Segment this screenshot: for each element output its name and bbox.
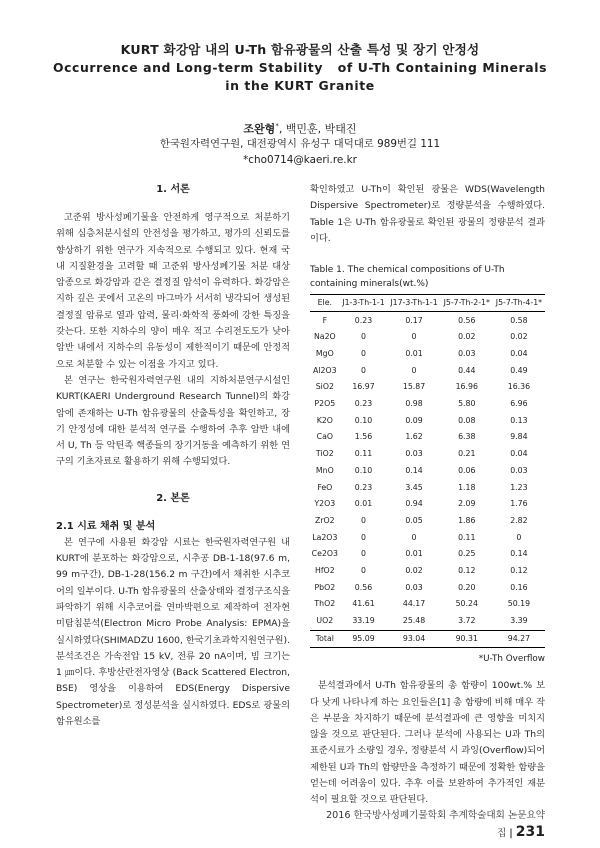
author-mark: *: [275, 122, 279, 130]
header-cell: Ele.: [310, 295, 340, 312]
results-paragraph: 분석결과에서 U-Th 함유광물의 총 함량이 100wt.% 보다 낮게 나타나게 하는 요인들은[1] 총 함량에 비해 매우 작은 부분을 차지하기 때문에 분석결과에 큰 영향을 미치지 않을 것으로 판단된다. 그러나 분석에 사용되는 U과 Th의 표준시료가 소량일 경우, 정량분석 시 과잉(Overflow)되어 제한된 U과 Th의 함량만을 측정하기 때문에 정확한 함량을 얻는데 어려움이 있다. 추후 이를 보완하여 추가적인 재분석이 필요할 것으로 판단된다.: [310, 680, 545, 806]
value-cell: 0: [411, 332, 417, 342]
value-cell: 0.56: [354, 582, 373, 592]
footer-divider: |: [509, 828, 513, 839]
value-cell: 0.09: [405, 415, 423, 425]
element-cell: ZrO2: [314, 515, 335, 525]
value-cell: 0.49: [510, 365, 528, 375]
table-row: [310, 329, 545, 346]
value-cell: 6.96: [510, 399, 528, 409]
element-cell: UO2: [316, 616, 334, 626]
table-row: [310, 396, 545, 413]
intro-paragraph-2: 본 연구는 한국원자력연구원 내의 지하처분연구시설인 KURT(KAERI Underground Research Tunnel)의 화강암에 존재하는 U-Th 함유광물의 산출특성을 확인하고, 장기 안정성에 대한 분석적 연구를 수행하여 추후 암반 내에서 U, Th 등 악틴족 핵종들의 장기거동을 예측하기 위한 연구의 기초자료로 활용하기 위해 수행되었다.: [56, 374, 290, 468]
value-cell: 0.11: [354, 449, 373, 459]
value-cell: 0: [516, 532, 522, 542]
element-cell: CaO: [316, 432, 333, 442]
total-label-cell: Total: [310, 630, 340, 648]
element-cell: F: [322, 315, 328, 325]
value-cell: 50.19: [507, 599, 531, 609]
email: *cho0714@kaeri.re.kr: [243, 154, 357, 166]
value-cell: 0: [361, 349, 366, 359]
table-row: [310, 363, 545, 380]
value-cell: 33.19: [352, 616, 375, 626]
value-cell: 44.17: [402, 599, 426, 609]
value-cell: 16.97: [352, 382, 375, 392]
value-cell: 0.23: [354, 482, 373, 492]
value-cell: 50.24: [455, 599, 478, 609]
element-cell: La2O3: [312, 532, 338, 542]
table-caption: Table 1. The chemical compositions of U-Th containing minerals(wt.%): [310, 265, 505, 290]
value-cell: 41.61: [352, 599, 375, 609]
element-cell: K2O: [316, 415, 333, 425]
section-1-title: 1. 서론: [156, 184, 190, 195]
value-cell: 1.62: [405, 432, 423, 442]
title-korean: KURT 화강암 내의 U-Th 함유광물의 산출 특성 및 장기 안정성: [120, 42, 480, 57]
element-cell: SiO2: [315, 382, 334, 392]
co-authors: , 백민훈, 박태진: [278, 122, 357, 136]
value-cell: 25.48: [402, 616, 426, 626]
element-cell: FeO: [317, 482, 333, 492]
value-cell: 15.87: [402, 382, 426, 392]
table-row: [310, 496, 545, 513]
value-cell: 0.02: [458, 332, 476, 342]
value-cell: 1.56: [354, 432, 373, 442]
value-cell: 0.04: [510, 449, 528, 459]
value-cell: 0: [411, 365, 417, 375]
value-cell: 16.96: [455, 382, 478, 392]
value-cell: 1.86: [458, 515, 476, 525]
value-cell: 0.03: [405, 449, 423, 459]
header-cell: J5-7-Th-4-1*: [493, 295, 545, 312]
subsection-2-1-title: 2.1 시료 채취 및 분석: [56, 520, 156, 532]
value-cell: 0.04: [510, 349, 528, 359]
value-cell: 0: [411, 532, 417, 542]
table-row: [310, 529, 545, 546]
value-cell: 9.84: [510, 432, 528, 442]
total-value-cell: 94.27: [493, 630, 545, 648]
value-cell: 0.17: [405, 315, 423, 325]
value-cell: 0.02: [510, 332, 528, 342]
value-cell: 0.14: [510, 549, 528, 559]
value-cell: 0.56: [458, 315, 476, 325]
value-cell: 0.25: [458, 549, 476, 559]
element-cell: PbO2: [314, 582, 336, 592]
value-cell: 0.23: [354, 399, 373, 409]
value-cell: 0.02: [405, 565, 423, 575]
composition-table: [310, 294, 545, 648]
page-footer: [310, 808, 545, 842]
title-english-line-1: Occurrence and Long-term Stability of U-Th Containing Minerals: [52, 60, 548, 75]
total-value-cell: 93.04: [387, 630, 440, 648]
table-row: [310, 479, 545, 496]
table-total-row: [310, 630, 545, 648]
right-column: [310, 182, 545, 809]
table-row: [310, 379, 545, 396]
value-cell: 0.98: [405, 399, 423, 409]
value-cell: 0.01: [354, 499, 373, 509]
value-cell: 0.06: [458, 465, 476, 475]
value-cell: 0.11: [458, 532, 476, 542]
value-cell: 1.76: [510, 499, 528, 509]
element-cell: Ce2O3: [311, 549, 338, 559]
value-cell: 2.82: [510, 515, 528, 525]
title-english-line-2: in the KURT Granite: [225, 78, 375, 93]
table-footnote: *U-Th Overflow: [478, 654, 545, 665]
value-cell: 0.13: [510, 415, 528, 425]
value-cell: 0.01: [405, 349, 423, 359]
value-cell: 0: [361, 332, 366, 342]
value-cell: 0.94: [405, 499, 423, 509]
element-cell: Na2O: [313, 332, 336, 342]
value-cell: 0.44: [458, 365, 476, 375]
value-cell: 0.12: [510, 565, 528, 575]
value-cell: 0.03: [458, 349, 476, 359]
section-2-title: 2. 본론: [156, 492, 190, 504]
value-cell: 3.45: [405, 482, 423, 492]
main-author: 조완형: [243, 122, 276, 136]
element-cell: Al2O3: [313, 365, 337, 375]
element-cell: TiO2: [315, 449, 334, 459]
value-cell: 0.58: [510, 315, 528, 325]
value-cell: 0: [361, 549, 366, 559]
value-cell: 0: [361, 565, 366, 575]
table-row: [310, 596, 545, 613]
element-cell: P2O5: [314, 399, 336, 409]
element-cell: ThO2: [314, 599, 336, 609]
value-cell: 3.72: [458, 616, 476, 626]
value-cell: 2.09: [458, 499, 476, 509]
value-cell: 3.39: [510, 616, 528, 626]
table-row: [310, 429, 545, 446]
value-cell: 0.01: [405, 549, 423, 559]
value-cell: 1.18: [458, 482, 476, 492]
value-cell: 16.36: [507, 382, 531, 392]
value-cell: 0.10: [354, 415, 373, 425]
value-cell: 0.03: [510, 465, 528, 475]
intro-paragraph-1: 고준위 방사성폐기물을 안전하게 영구적으로 처분하기 위해 심층처분시설의 안전성을 평가하고, 평가의 신뢰도를 향상하기 위한 연구가 지속적으로 수행되고 있다. 현재 국내 지질환경을 고려할 때 고준위 방사성폐기물 처분 대상 암종으로 화강암과 같은 결정질 암석이 유력하다. 화강암은 지하 깊은 곳에서 고온의 마그마가 서서히 냉각되어 생성된 결정질 암류로 열과 압력, 물리·화학적 풍화에 강한 특징을 갖는다. 또한 지하수의 양이 매우 적고 수리전도도가 낮아 암반 내에서 지하수의 유동성이 제한적이기 때문에 안정적으로 처분할 수 있는 이점을 가지고 있다.: [56, 212, 290, 370]
table-header-row: [310, 295, 545, 312]
left-column: [56, 182, 290, 730]
value-cell: 0.05: [405, 515, 423, 525]
header-cell: J5-7-Th-2-1*: [441, 295, 493, 312]
value-cell: 5.80: [458, 399, 476, 409]
methods-continued-paragraph: 확인하였고 U-Th이 확인된 광물은 WDS(Wavelength Dispersive Spectrometer)로 정량분석을 수행하였다. Table 1은 U-Th 함유광물로 확인된 광물의 정량분석 결과이다.: [310, 184, 545, 244]
value-cell: 0.23: [354, 315, 373, 325]
title-block: [0, 40, 600, 95]
value-cell: 1.23: [510, 482, 528, 492]
element-cell: MnO: [315, 465, 334, 475]
total-value-cell: 90.31: [441, 630, 493, 648]
table-row: [310, 446, 545, 463]
table-row: [310, 563, 545, 580]
table-row: [310, 463, 545, 480]
methods-paragraph: 본 연구에 사용된 화강암 시료는 한국원자력연구원 내 KURT에 분포하는 화강암으로, 시추공 DB-1-18(97.6 m, 99 m구간), DB-1-28(156.2 m 구간)에서 채취한 시추코어의 일부이다. U-Th 함유광물의 산출상태와 결정구조식을 파악하기 위해 시추코어를 연마박편으로 제작하여 전자현미탐침분석(Electron Micro Probe Analysis: EPMA)을 실시하였다(SHIMADZU 1600, 한국기초과학지원연구원). 분석조건은 가속전압 15 kV, 전류 20 nA이며, 빔 크기는 1 ㎛이다. 후방산란전자영상 (Back Scattered Electron, BSE) 영상을 이용하여 EDS(Energy Dispersive Spectrometer)로 정성분석을 실시하였다. EDS로 광물의 함유원소를: [56, 536, 290, 728]
table-body: [310, 312, 545, 648]
value-cell: 0.14: [405, 465, 423, 475]
table-row: [310, 579, 545, 596]
element-cell: Y2O3: [314, 499, 336, 509]
value-cell: 0.10: [354, 465, 373, 475]
header-cell: J1-3-Th-1-1: [340, 295, 388, 312]
affiliation: 한국원자력연구원, 대전광역시 유성구 대덕대로 989번길 111: [159, 138, 441, 150]
header-cell: J17-3-Th-1-1: [387, 295, 440, 312]
total-value-cell: 95.09: [340, 630, 388, 648]
footer-proceedings: 2016 한국방사성폐기물학회 추계학술대회 논문요약집: [326, 810, 545, 839]
page-number: 231: [515, 824, 545, 840]
value-cell: 0.08: [458, 415, 476, 425]
value-cell: 0: [361, 515, 366, 525]
value-cell: 0.20: [458, 582, 476, 592]
element-cell: HfO2: [314, 565, 335, 575]
author-line: [0, 118, 600, 138]
table-row: [310, 513, 545, 530]
table-row: [310, 413, 545, 430]
value-cell: 0: [361, 532, 366, 542]
value-cell: 6.38: [458, 432, 476, 442]
element-cell: MgO: [315, 349, 334, 359]
value-cell: 0.03: [405, 582, 423, 592]
table-row: [310, 312, 545, 329]
value-cell: 0: [361, 365, 366, 375]
table-row: [310, 346, 545, 363]
table-row: [310, 613, 545, 630]
value-cell: 0.16: [510, 582, 528, 592]
table-row: [310, 546, 545, 563]
value-cell: 0.21: [458, 449, 476, 459]
value-cell: 0.12: [458, 565, 476, 575]
